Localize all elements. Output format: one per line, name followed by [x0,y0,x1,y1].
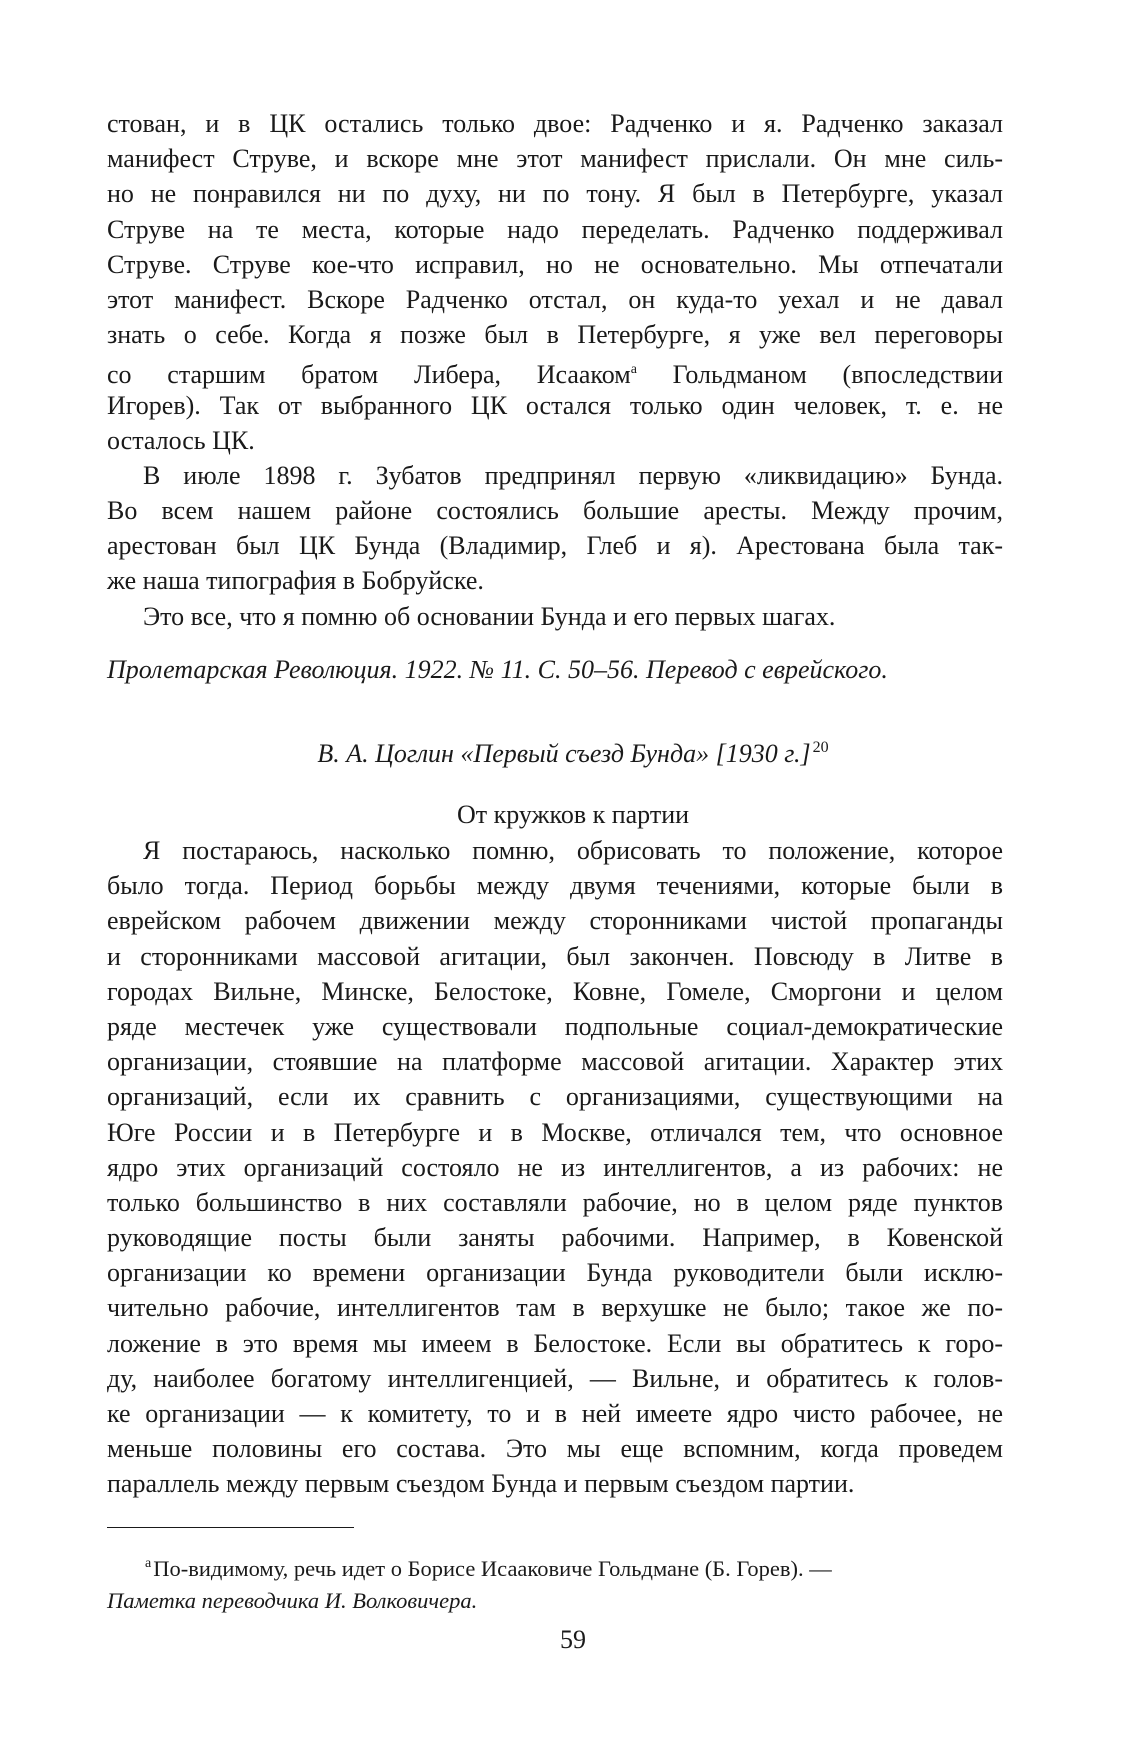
text-line: организаций, если их сравнить с организациями, существующими на [107,1082,1003,1112]
text-line: организации ко времени организации Бунда руководители были исклю- [107,1258,1003,1288]
body-text-part1 [107,106,1003,634]
text-line: только большинство в них составляли рабочие, но в целом ряде пунктов [107,1187,1003,1217]
section-subheading: От кружков к партии [456,800,690,829]
text-line: Игорев). Так от выбранного ЦК остался только один человек, т. е. не [107,390,1003,420]
text-line: и сторонниками массовой агитации, был закончен. Повсюду в Литве в [107,941,1003,971]
footnote [107,1548,1003,1617]
heading-text: В. А. Цоглин «Первый съезд Бунда» [1930 г.] [317,739,811,768]
text-line-with-footnote-mark [107,352,1003,390]
footnote-mark: а [630,362,637,378]
page-number: 59 [560,1625,586,1654]
text-line: этот манифест. Вскоре Радченко отстал, он куда-то уехал и не давал [107,284,1003,314]
text-line: ряде местечек уже существовали подпольные социал-демократические [107,1011,1003,1041]
source-citation: Пролетарская Революция. 1922. № 11. С. 50–56. Перевод с еврейского. [107,655,888,684]
text-line: В июле 1898 г. Зубатов предпринял первую «ликвидацию» Бунда. [143,460,1003,490]
text-fragment: Гольдманом (впоследствии [636,360,1003,390]
text-line: Струве на те места, которые надо переделать. Радченко поддерживал [107,214,1003,244]
text-line: организации, стоявшие на платформе массовой агитации. Характер этих [107,1047,1003,1077]
text-line: же наша типография в Бобруйске. [107,566,484,596]
text-line: Юге России и в Петербурге и в Москве, отличался тем, что основное [107,1117,1003,1147]
text-line: Во всем нашем районе состоялись большие аресты. Между прочим, [107,496,1003,526]
text-line: но не понравился ни по духу, ни по тону. Я был в Петербурге, указал [107,179,1003,209]
text-fragment: со старшим братом Либера, Исааком [107,360,631,390]
text-line: знать о себе. Когда я позже был в Петербурге, я уже вел переговоры [107,320,1003,350]
footnote-divider [107,1527,354,1528]
text-line: Я постараюсь, насколько помню, обрисовать то положение, которое [143,836,1003,865]
text-line: параллель между первым съездом Бунда и первым съездом партии. [107,1469,855,1499]
text-line: ядро этих организаций состояло не из интеллигентов, а из рабочих: не [107,1152,1003,1182]
text-line: манифест Струве, и вскоре мне этот манифест прислали. Он мне силь- [107,144,1003,174]
text-line: осталось ЦК. [107,425,255,455]
text-line: городах Вильне, Минске, Белостоке, Ковне, Гомеле, Сморгони и целом [107,976,1003,1006]
text-line: было тогда. Период борьбы между двумя течениями, которые были в [107,871,1003,901]
text-line: еврейском рабочем движении между сторонниками чистой пропаганды [107,906,1003,936]
text-line: меньше половины его состава. Это мы еще вспомним, когда проведем [107,1434,1003,1464]
text-line: чительно рабочие, интеллигентов там в верхушке не было; такое же по- [107,1293,1003,1323]
section-heading [0,730,1146,771]
text-line: ложение в это время мы имеем в Белостоке. Если вы обратитесь к горо- [107,1328,1003,1358]
text-line: арестован был ЦК Бунда (Владимир, Глеб и я). Арестована была так- [107,531,1003,561]
footnote-translator-note: Паметка переводчика И. Волковичера. [107,1588,478,1613]
text-line: Струве. Струве кое-что исправил, но не основательно. Мы отпечатали [107,249,1003,279]
text-line: стован, и в ЦК остались только двое: Радченко и я. Радченко заказал [107,109,1003,138]
footnote-mark: а [145,1556,152,1571]
heading-note-number: 20 [812,739,829,756]
text-line: Это все, что я помню об основании Бунда и его первых шагах. [143,601,836,631]
body-text-part2 [107,833,1003,1502]
footnote-line [107,1548,1003,1585]
text-line: ду, наиболее богатому интеллигенцией, — Вильне, и обратитесь к голов- [107,1363,1003,1393]
text-line: руководящие посты были заняты рабочими. Например, в Ковенской [107,1223,1003,1253]
footnote-text: По-видимому, речь идет о Борисе Исааковиче Гольдмане (Б. Горев). — [153,1556,832,1581]
text-line: ке организации — к комитету, то и в ней имеете ядро чисто рабочее, не [107,1399,1003,1428]
